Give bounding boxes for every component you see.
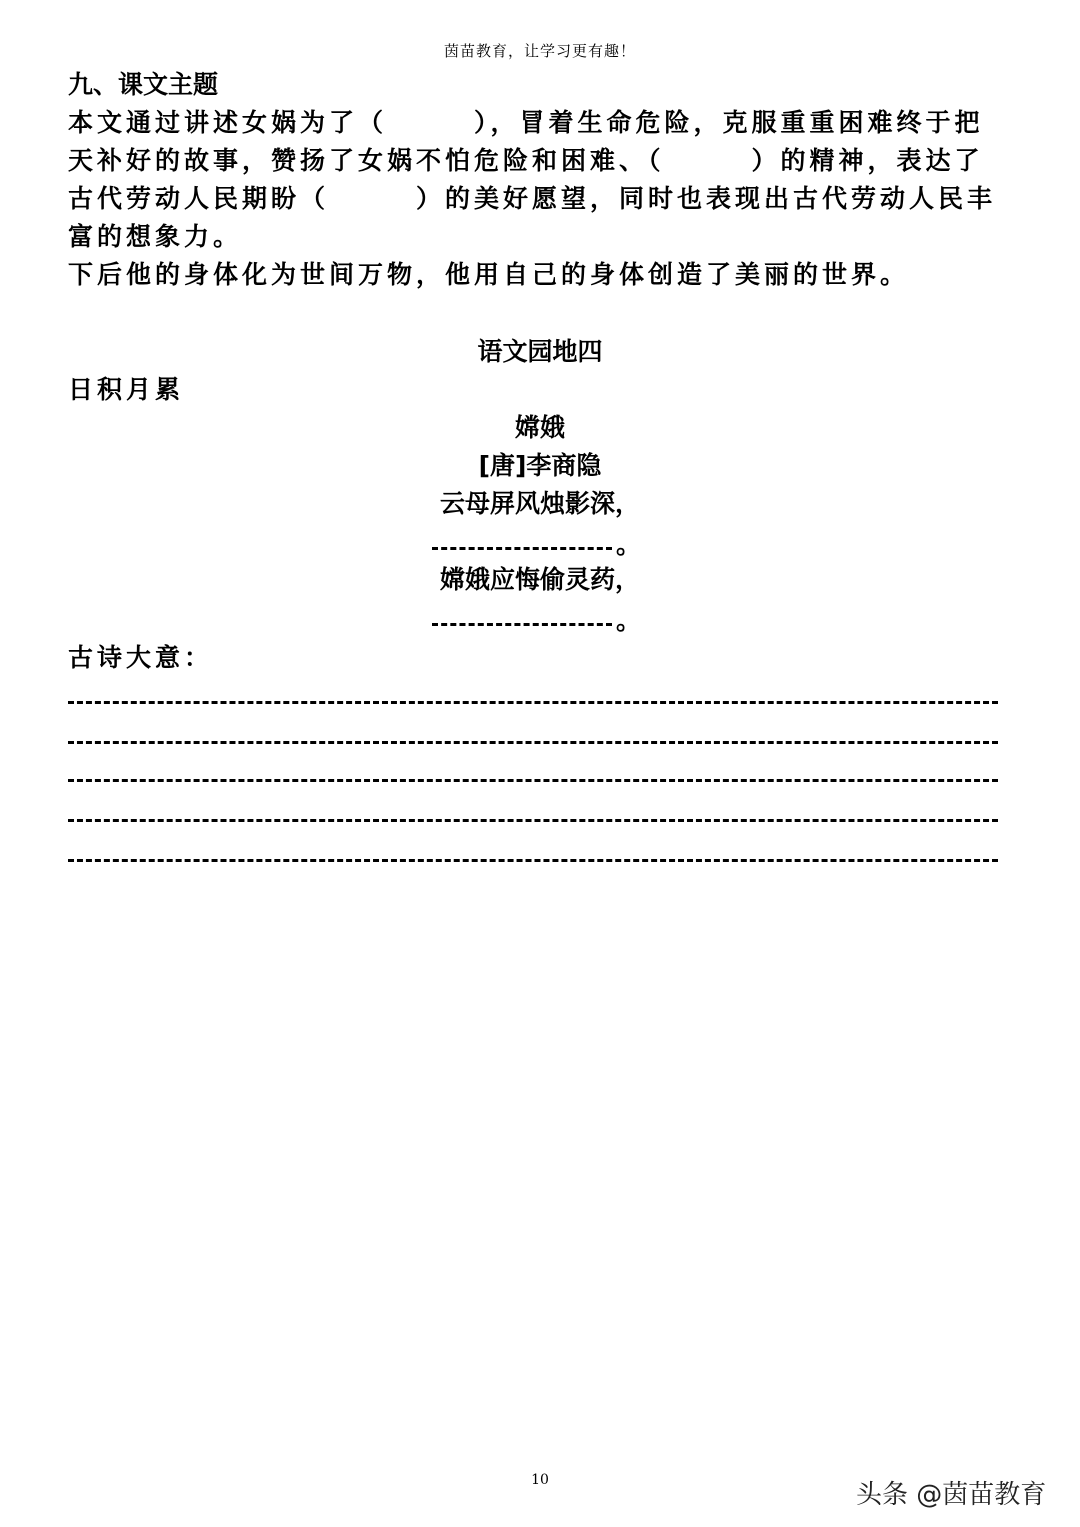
poem-line-1: 云母屏风烛影深， [439, 489, 640, 518]
poem-blank-line-4[interactable] [432, 623, 612, 626]
answer-line-2[interactable] [68, 741, 998, 744]
paragraph-line-5: 下后他的身体化为世间万物，他用自己的身体创造了美丽的世界。 [68, 260, 910, 289]
paragraph-line-4: 富的想象力。 [68, 222, 243, 251]
meaning-label: 古诗大意： [68, 643, 214, 672]
answer-line-3[interactable] [68, 779, 998, 782]
page-header: 茵苗教育，让学习更有趣！ [443, 42, 636, 60]
poem-line-3: 嫦娥应悔偷灵药， [439, 565, 640, 594]
paragraph-line-3: 古代劳动人民期盼（ ）的美好愿望，同时也表现出古代劳动人民丰 [68, 184, 997, 213]
answer-line-5[interactable] [68, 859, 998, 862]
answer-line-4[interactable] [68, 819, 998, 822]
poem-line-4-period: 。 [616, 606, 642, 635]
paragraph-line-1: 本文通过讲述女娲为了（ ），冒着生命危险，克服重重困难终于把 [68, 108, 984, 137]
page-number: 10 [531, 1472, 549, 1488]
watermark: 头条 @茵苗教育 [856, 1480, 1047, 1510]
poem-blank-line-2[interactable] [432, 547, 612, 550]
answer-line-1[interactable] [68, 701, 998, 704]
garden-subtitle: 日积月累 [68, 375, 185, 404]
paragraph-line-2: 天补好的故事，赞扬了女娲不怕危险和困难、（ ）的精神，表达了 [68, 146, 984, 175]
poem-title: 嫦娥 [514, 413, 565, 442]
garden-title: 语文园地四 [477, 337, 603, 366]
poem-author: [唐]李商隐 [478, 451, 602, 480]
poem-line-2-period: 。 [616, 530, 642, 559]
section-heading: 九、课文主题 [68, 70, 219, 99]
